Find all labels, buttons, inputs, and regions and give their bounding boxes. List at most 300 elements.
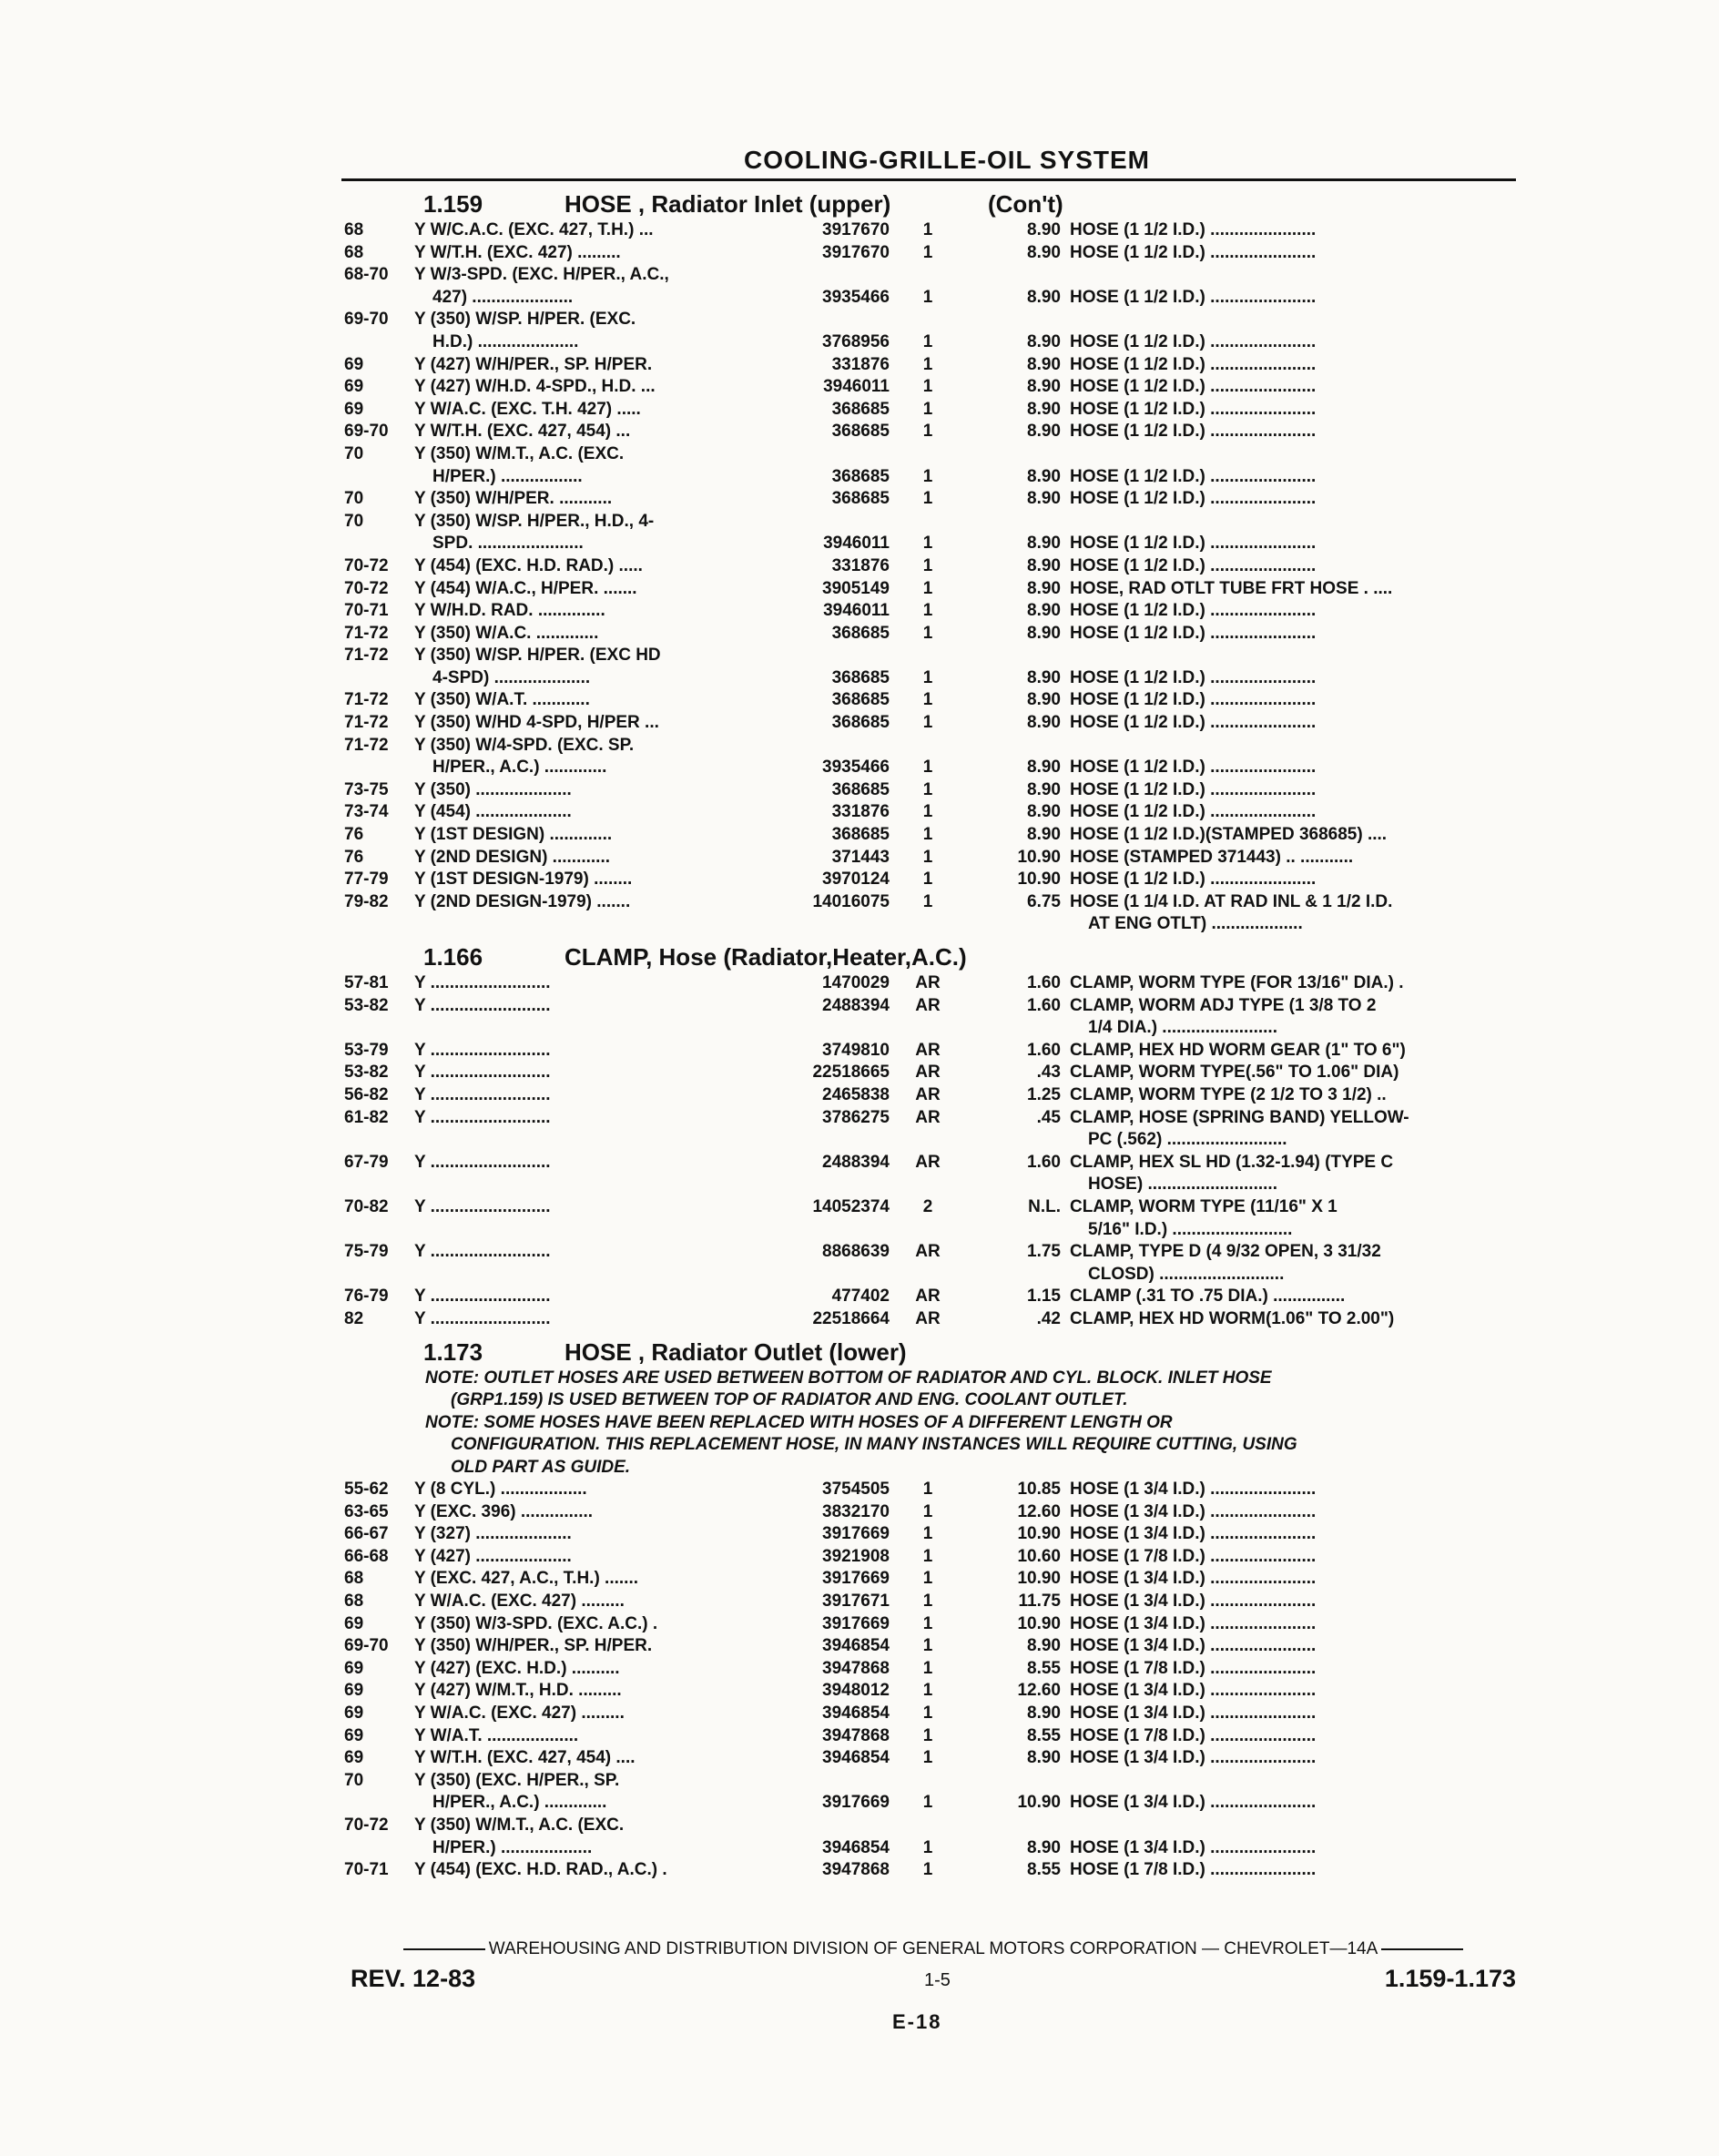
table-row bbox=[341, 1286, 1516, 1308]
part-number: 368685 bbox=[831, 466, 890, 486]
quantity: 1 bbox=[922, 891, 933, 911]
price: 10.90 bbox=[1017, 1613, 1061, 1633]
application: Y (350) W/SP. H/PER. (EXC. bbox=[414, 310, 636, 330]
description: CLAMP, TYPE D (4 9/32 OPEN, 3 31/32 bbox=[1070, 1242, 1381, 1262]
note-line: NOTE: OUTLET HOSES ARE USED BETWEEN BOTTOM OF RADIATOR AND CYL. BLOCK. INLET HOSE bbox=[425, 1368, 1272, 1388]
quantity: 1 bbox=[922, 399, 933, 419]
quantity: 1 bbox=[922, 242, 933, 262]
price: 1.60 bbox=[1027, 995, 1061, 1015]
quantity: 1 bbox=[922, 555, 933, 575]
description: CLAMP, HOSE (SPRING BAND) YELLOW- bbox=[1070, 1107, 1409, 1127]
model-year: 82 bbox=[344, 1308, 364, 1328]
table-row bbox=[341, 667, 1516, 690]
description: HOSE (1 3/4 I.D.) ...................... bbox=[1070, 1569, 1317, 1589]
application: Y (350) W/A.T. ............ bbox=[414, 690, 590, 710]
application: Y (350) .................... bbox=[414, 779, 572, 799]
description: HOSE (1 3/4 I.D.) ...................... bbox=[1070, 1524, 1317, 1544]
price: 1.15 bbox=[1027, 1286, 1061, 1307]
price: 8.90 bbox=[1027, 242, 1061, 262]
model-year: 75-79 bbox=[344, 1242, 389, 1262]
table-row bbox=[341, 824, 1516, 847]
price: 8.55 bbox=[1027, 1658, 1061, 1678]
price: 8.90 bbox=[1027, 779, 1061, 799]
table-row bbox=[341, 757, 1516, 779]
part-number: 331876 bbox=[831, 354, 890, 374]
model-year: 53-82 bbox=[344, 995, 389, 1015]
table-row bbox=[341, 466, 1516, 489]
description: HOSE (1 3/4 I.D.) ...................... bbox=[1070, 1636, 1317, 1656]
application: Y (1ST DESIGN-1979) ........ bbox=[414, 870, 633, 890]
application: Y (350) W/M.T., A.C. (EXC. bbox=[414, 443, 625, 463]
price: 8.90 bbox=[1027, 1636, 1061, 1656]
quantity: AR bbox=[915, 1152, 941, 1172]
application: Y ......................... bbox=[414, 973, 551, 992]
application: Y (350) W/HD 4-SPD, H/PER ... bbox=[414, 713, 659, 733]
note-line: OLD PART AS GUIDE. bbox=[451, 1457, 631, 1477]
quantity: 1 bbox=[922, 1569, 933, 1589]
application: Y W/T.H. (EXC. 427) ......... bbox=[414, 242, 621, 262]
part-number: 3947868 bbox=[822, 1725, 890, 1745]
application: H/PER.) ................... bbox=[432, 1837, 593, 1857]
application: Y (8 CYL.) .................. bbox=[414, 1480, 587, 1499]
model-year: 53-82 bbox=[344, 1063, 389, 1083]
application: Y (2ND DESIGN-1979) ....... bbox=[414, 891, 631, 911]
description: HOSE (1 1/2 I.D.)(STAMPED 368685) .... bbox=[1070, 825, 1388, 845]
description: HOSE (1 3/4 I.D.) ...................... bbox=[1070, 1703, 1317, 1723]
price: .45 bbox=[1036, 1107, 1061, 1127]
model-year: 55-62 bbox=[344, 1480, 389, 1499]
table-row bbox=[341, 1523, 1516, 1546]
table-row bbox=[341, 801, 1516, 824]
application: Y (454) (EXC. H.D. RAD.) ..... bbox=[414, 555, 643, 575]
quantity: AR bbox=[915, 1063, 941, 1083]
table-row bbox=[341, 488, 1516, 511]
quantity: 1 bbox=[922, 713, 933, 733]
model-year: 71-72 bbox=[344, 646, 389, 666]
sections-container bbox=[341, 188, 1516, 1882]
part-number: 368685 bbox=[831, 623, 890, 643]
part-number: 3905149 bbox=[822, 578, 890, 598]
price: 8.90 bbox=[1027, 802, 1061, 822]
price: 12.60 bbox=[1017, 1501, 1061, 1521]
model-year: 67-79 bbox=[344, 1152, 389, 1172]
application: Y (427) (EXC. H.D.) .......... bbox=[414, 1658, 620, 1678]
application: Y (2ND DESIGN) ............ bbox=[414, 847, 611, 867]
application: Y (350) W/H/PER. ........... bbox=[414, 489, 613, 509]
table-row bbox=[341, 1635, 1516, 1658]
part-number: 3917669 bbox=[822, 1569, 890, 1589]
description: HOSE (1 1/2 I.D.) ...................... bbox=[1070, 667, 1317, 687]
model-year: 68 bbox=[344, 242, 364, 262]
description: HOSE (1 3/4 I.D.) ...................... bbox=[1070, 1591, 1317, 1611]
application: Y (350) W/H/PER., SP. H/PER. bbox=[414, 1636, 653, 1656]
model-year: 68 bbox=[344, 1569, 364, 1589]
application: Y W/A.C. (EXC. 427) ......... bbox=[414, 1591, 625, 1611]
application: Y W/3-SPD. (EXC. H/PER., A.C., bbox=[414, 265, 669, 285]
table-row bbox=[341, 1546, 1516, 1569]
part-number: 3946854 bbox=[822, 1748, 890, 1768]
description: 1/4 DIA.) ........................ bbox=[1088, 1018, 1277, 1038]
table-row bbox=[341, 1017, 1516, 1040]
part-number: 3917670 bbox=[822, 220, 890, 239]
application: Y W/T.H. (EXC. 427, 454) .... bbox=[414, 1748, 636, 1768]
part-number: 368685 bbox=[831, 422, 890, 442]
table-row bbox=[341, 995, 1516, 1018]
model-year: 61-82 bbox=[344, 1107, 389, 1127]
price: .43 bbox=[1036, 1063, 1061, 1083]
application: Y ......................... bbox=[414, 1196, 551, 1216]
quantity: 1 bbox=[922, 1793, 933, 1813]
part-number: 331876 bbox=[831, 555, 890, 575]
table-row bbox=[341, 219, 1516, 242]
model-year: 79-82 bbox=[344, 891, 389, 911]
price: 11.75 bbox=[1018, 1591, 1061, 1611]
part-number: 3946011 bbox=[823, 377, 890, 397]
quantity: AR bbox=[915, 995, 941, 1015]
table-row bbox=[341, 399, 1516, 422]
price: 10.60 bbox=[1017, 1546, 1061, 1566]
price: 8.90 bbox=[1027, 377, 1061, 397]
part-number: 368685 bbox=[831, 399, 890, 419]
model-year: 77-79 bbox=[344, 870, 389, 890]
page-footer bbox=[351, 1939, 1516, 1994]
description: HOSE (1 1/4 I.D. AT RAD INL & 1 1/2 I.D. bbox=[1070, 891, 1393, 911]
model-year: 69-70 bbox=[344, 1636, 389, 1656]
model-year: 68-70 bbox=[344, 265, 389, 285]
table-row bbox=[341, 533, 1516, 555]
part-number: 368685 bbox=[831, 667, 890, 687]
description: HOSE (1 7/8 I.D.) ...................... bbox=[1070, 1546, 1317, 1566]
quantity: 1 bbox=[922, 377, 933, 397]
quantity: 1 bbox=[922, 466, 933, 486]
model-year: 76 bbox=[344, 847, 364, 867]
description: HOSE) ........................... bbox=[1088, 1175, 1277, 1195]
description: CLAMP, HEX HD WORM GEAR (1" TO 6") bbox=[1070, 1040, 1406, 1060]
price: 8.90 bbox=[1027, 825, 1061, 845]
footer-division: WAREHOUSING AND DISTRIBUTION DIVISION OF GENERAL MOTORS CORPORATION — CHEVROLET—14A bbox=[488, 1939, 1378, 1958]
application: Y W/C.A.C. (EXC. 427, T.H.) ... bbox=[414, 220, 654, 239]
table-row bbox=[341, 1084, 1516, 1107]
price: 8.90 bbox=[1027, 601, 1061, 621]
part-number: 3935466 bbox=[822, 287, 890, 307]
quantity: 1 bbox=[922, 220, 933, 239]
quantity: AR bbox=[915, 1084, 941, 1104]
table-row bbox=[341, 1264, 1516, 1286]
model-year: 70-72 bbox=[344, 578, 389, 598]
table-row bbox=[341, 1040, 1516, 1063]
price: 10.90 bbox=[1017, 870, 1061, 890]
description: HOSE (1 3/4 I.D.) ...................... bbox=[1070, 1748, 1317, 1768]
application: Y ......................... bbox=[414, 1040, 551, 1060]
footer-bottom bbox=[351, 1961, 1516, 1994]
description: CLAMP, HEX HD WORM(1.06" TO 2.00") bbox=[1070, 1308, 1395, 1328]
section-number: 1.173 bbox=[423, 1337, 483, 1366]
price: 10.90 bbox=[1017, 1569, 1061, 1589]
description: HOSE (1 1/2 I.D.) ...................... bbox=[1070, 623, 1317, 643]
price: 8.90 bbox=[1027, 1837, 1061, 1857]
section-continued: (Con't) bbox=[988, 190, 1063, 218]
model-year: 69 bbox=[344, 354, 364, 374]
revision-label: REV. 12-83 bbox=[351, 1965, 476, 1992]
table-row bbox=[341, 443, 1516, 466]
part-number: 3917670 bbox=[822, 242, 890, 262]
model-year: 69 bbox=[344, 1703, 364, 1723]
part-number: 3786275 bbox=[822, 1107, 890, 1127]
price: 8.55 bbox=[1027, 1860, 1061, 1880]
application: Y W/H.D. RAD. .............. bbox=[414, 601, 605, 621]
quantity: 1 bbox=[922, 422, 933, 442]
part-number: 14016075 bbox=[812, 891, 890, 911]
application: H.D.) ..................... bbox=[432, 331, 579, 351]
description: HOSE (1 1/2 I.D.) ...................... bbox=[1070, 489, 1317, 509]
application: Y (350) W/A.C. ............. bbox=[414, 623, 599, 643]
model-year: 66-67 bbox=[344, 1524, 389, 1544]
model-year: 68 bbox=[344, 1591, 364, 1611]
part-number: 22518664 bbox=[812, 1308, 890, 1328]
part-number: 3917669 bbox=[822, 1524, 890, 1544]
note-line: (GRP1.159) IS USED BETWEEN TOP OF RADIATOR AND ENG. COOLANT OUTLET. bbox=[451, 1390, 1128, 1409]
quantity: 1 bbox=[922, 1613, 933, 1633]
table-row bbox=[341, 645, 1516, 667]
quantity: 1 bbox=[922, 1501, 933, 1521]
description: HOSE (1 1/2 I.D.) ...................... bbox=[1070, 779, 1317, 799]
model-year: 76 bbox=[344, 825, 364, 845]
section-header bbox=[341, 188, 1516, 219]
application: Y ......................... bbox=[414, 1152, 551, 1172]
part-number: 3947868 bbox=[822, 1658, 890, 1678]
table-row bbox=[341, 421, 1516, 443]
price: 8.90 bbox=[1027, 667, 1061, 687]
description: HOSE (1 3/4 I.D.) ...................... bbox=[1070, 1793, 1317, 1813]
part-number: 3935466 bbox=[822, 758, 890, 778]
description: CLAMP, HEX SL HD (1.32-1.94) (TYPE C bbox=[1070, 1152, 1394, 1172]
model-year: 63-65 bbox=[344, 1501, 389, 1521]
description: HOSE (1 3/4 I.D.) ...................... bbox=[1070, 1837, 1317, 1857]
application: H/PER., A.C.) ............. bbox=[432, 1793, 607, 1813]
table-row bbox=[341, 623, 1516, 646]
price: 8.55 bbox=[1027, 1725, 1061, 1745]
quantity: 1 bbox=[922, 1480, 933, 1499]
table-row bbox=[341, 578, 1516, 601]
note-line: NOTE: SOME HOSES HAVE BEEN REPLACED WITH HOSES OF A DIFFERENT LENGTH OR bbox=[425, 1412, 1173, 1432]
price: 6.75 bbox=[1027, 891, 1061, 911]
price: 8.90 bbox=[1027, 1748, 1061, 1768]
description: HOSE (1 1/2 I.D.) ...................... bbox=[1070, 802, 1317, 822]
application: Y (350) (EXC. H/PER., SP. bbox=[414, 1770, 620, 1790]
quantity: 1 bbox=[922, 825, 933, 845]
model-year: 70 bbox=[344, 511, 364, 531]
application: H/PER., A.C.) ............. bbox=[432, 758, 607, 778]
price: 8.90 bbox=[1027, 422, 1061, 442]
model-year: 76-79 bbox=[344, 1286, 389, 1307]
price: 8.90 bbox=[1027, 758, 1061, 778]
part-number: 3749810 bbox=[822, 1040, 890, 1060]
description: HOSE (1 1/2 I.D.) ...................... bbox=[1070, 534, 1317, 554]
price: 1.75 bbox=[1027, 1242, 1061, 1262]
table-row bbox=[341, 354, 1516, 377]
part-number: 3946854 bbox=[822, 1636, 890, 1656]
description: HOSE (1 7/8 I.D.) ...................... bbox=[1070, 1658, 1317, 1678]
model-year: 70-72 bbox=[344, 1815, 389, 1835]
quantity: 1 bbox=[922, 623, 933, 643]
description: HOSE (1 1/2 I.D.) ...................... bbox=[1070, 220, 1317, 239]
application: Y W/A.T. ................... bbox=[414, 1725, 579, 1745]
quantity: 1 bbox=[922, 758, 933, 778]
description: HOSE (1 1/2 I.D.) ...................... bbox=[1070, 713, 1317, 733]
table-row bbox=[341, 1501, 1516, 1524]
table-row bbox=[341, 1062, 1516, 1084]
footer-rule-left bbox=[403, 1948, 485, 1950]
model-year: 69 bbox=[344, 399, 364, 419]
description: CLAMP, WORM TYPE(.56" TO 1.06" DIA) bbox=[1070, 1063, 1399, 1083]
part-number: 3970124 bbox=[822, 870, 890, 890]
description: HOSE (1 1/2 I.D.) ...................... bbox=[1070, 466, 1317, 486]
quantity: 1 bbox=[922, 287, 933, 307]
table-row bbox=[341, 376, 1516, 399]
description: HOSE (1 1/2 I.D.) ...................... bbox=[1070, 242, 1317, 262]
application: Y (427) .................... bbox=[414, 1546, 572, 1566]
application: Y (EXC. 427, A.C., T.H.) ....... bbox=[414, 1569, 639, 1589]
application: Y ......................... bbox=[414, 995, 551, 1015]
part-number: 14052374 bbox=[812, 1196, 890, 1216]
section-title: CLAMP, Hose (Radiator,Heater,A.C.) bbox=[565, 943, 967, 971]
application: Y (454) .................... bbox=[414, 802, 572, 822]
table-row bbox=[341, 309, 1516, 331]
application: H/PER.) ................. bbox=[432, 466, 583, 486]
application: Y ......................... bbox=[414, 1242, 551, 1262]
part-number: 22518665 bbox=[812, 1063, 890, 1083]
application: Y W/T.H. (EXC. 427, 454) ... bbox=[414, 422, 631, 442]
model-year: 71-72 bbox=[344, 735, 389, 755]
quantity: 1 bbox=[922, 667, 933, 687]
model-year: 69-70 bbox=[344, 310, 389, 330]
price: N.L. bbox=[1028, 1196, 1061, 1216]
description: HOSE (1 1/2 I.D.) ...................... bbox=[1070, 690, 1317, 710]
application: Y (350) W/SP. H/PER. (EXC HD bbox=[414, 646, 661, 666]
table-row bbox=[341, 972, 1516, 995]
quantity: AR bbox=[915, 1107, 941, 1127]
quantity: 1 bbox=[922, 1703, 933, 1723]
part-number: 331876 bbox=[831, 802, 890, 822]
footer-division-line bbox=[351, 1939, 1516, 1961]
table-row bbox=[341, 913, 1516, 936]
table-row bbox=[341, 1658, 1516, 1681]
description: 5/16" I.D.) ......................... bbox=[1088, 1219, 1293, 1239]
section-header bbox=[341, 1337, 1516, 1368]
price: 8.90 bbox=[1027, 331, 1061, 351]
model-year: 73-75 bbox=[344, 779, 389, 799]
quantity: AR bbox=[915, 973, 941, 992]
application: Y (454) (EXC. H.D. RAD., A.C.) . bbox=[414, 1860, 667, 1880]
model-year: 69 bbox=[344, 1748, 364, 1768]
price: 8.90 bbox=[1027, 578, 1061, 598]
quantity: 1 bbox=[922, 1860, 933, 1880]
price: 8.90 bbox=[1027, 466, 1061, 486]
part-number: 3832170 bbox=[822, 1501, 890, 1521]
quantity: 1 bbox=[922, 1524, 933, 1544]
part-number: 368685 bbox=[831, 779, 890, 799]
quantity: 1 bbox=[922, 1748, 933, 1768]
quantity: AR bbox=[915, 1286, 941, 1307]
title-rule bbox=[341, 178, 1516, 181]
table-row bbox=[341, 555, 1516, 578]
application: Y (427) W/H.D. 4-SPD., H.D. ... bbox=[414, 377, 656, 397]
model-year: 70-71 bbox=[344, 601, 389, 621]
part-number: 3946011 bbox=[823, 601, 890, 621]
table-row bbox=[341, 712, 1516, 735]
description: HOSE (1 1/2 I.D.) ...................... bbox=[1070, 601, 1317, 621]
model-year: 73-74 bbox=[344, 802, 389, 822]
footer-rule-right bbox=[1381, 1948, 1463, 1950]
model-year: 66-68 bbox=[344, 1546, 389, 1566]
catalog-page bbox=[341, 146, 1516, 1882]
table-row bbox=[341, 1770, 1516, 1793]
application: Y (1ST DESIGN) ............. bbox=[414, 825, 613, 845]
page-stamp: E-18 bbox=[892, 2010, 942, 2033]
table-row bbox=[341, 1241, 1516, 1264]
table-row bbox=[341, 1815, 1516, 1837]
table-row bbox=[341, 1196, 1516, 1219]
section-title: HOSE , Radiator Inlet (upper) bbox=[565, 190, 891, 218]
quantity: AR bbox=[915, 1040, 941, 1060]
description: HOSE (1 3/4 I.D.) ...................... bbox=[1070, 1480, 1317, 1499]
table-row bbox=[341, 1174, 1516, 1196]
part-number: 368685 bbox=[831, 713, 890, 733]
quantity: 1 bbox=[922, 847, 933, 867]
part-number: 2488394 bbox=[822, 1152, 890, 1172]
part-number: 2465838 bbox=[822, 1084, 890, 1104]
table-row bbox=[341, 1152, 1516, 1175]
description: PC (.562) ......................... bbox=[1088, 1130, 1287, 1150]
part-number: 368685 bbox=[831, 690, 890, 710]
model-year: 69-70 bbox=[344, 422, 389, 442]
application: Y (427) W/H/PER., SP. H/PER. bbox=[414, 354, 653, 374]
table-row bbox=[341, 242, 1516, 265]
application: Y ......................... bbox=[414, 1308, 551, 1328]
table-row bbox=[341, 1859, 1516, 1882]
price: 8.90 bbox=[1027, 623, 1061, 643]
group-range: 1.159-1.173 bbox=[1384, 1965, 1516, 1992]
quantity: 1 bbox=[922, 1546, 933, 1566]
model-year: 69 bbox=[344, 1681, 364, 1701]
table-row bbox=[341, 1308, 1516, 1331]
application: 4-SPD) .................... bbox=[432, 667, 591, 687]
description: HOSE (1 1/2 I.D.) ...................... bbox=[1070, 758, 1317, 778]
part-number: 1470029 bbox=[822, 973, 890, 992]
quantity: 1 bbox=[922, 690, 933, 710]
table-row bbox=[341, 1107, 1516, 1130]
part-number: 3917671 bbox=[822, 1591, 890, 1611]
table-row bbox=[341, 287, 1516, 310]
part-number: 368685 bbox=[831, 489, 890, 509]
section-note bbox=[425, 1368, 1518, 1412]
part-number: 3946854 bbox=[822, 1703, 890, 1723]
model-year: 69 bbox=[344, 377, 364, 397]
page-number: 1-5 bbox=[924, 1970, 951, 1990]
part-number: 3948012 bbox=[822, 1681, 890, 1701]
section-title: HOSE , Radiator Outlet (lower) bbox=[565, 1337, 907, 1366]
description: HOSE (STAMPED 371443) .. ........... bbox=[1070, 847, 1354, 867]
application: Y (427) W/M.T., H.D. ......... bbox=[414, 1681, 622, 1701]
description: HOSE (1 1/2 I.D.) ...................... bbox=[1070, 377, 1317, 397]
description: HOSE (1 3/4 I.D.) ...................... bbox=[1070, 1613, 1317, 1633]
application: Y (350) W/3-SPD. (EXC. A.C.) . bbox=[414, 1613, 658, 1633]
quantity: 1 bbox=[922, 779, 933, 799]
table-row bbox=[341, 735, 1516, 758]
price: 8.90 bbox=[1027, 713, 1061, 733]
description: HOSE (1 3/4 I.D.) ...................... bbox=[1070, 1501, 1317, 1521]
table-row bbox=[341, 600, 1516, 623]
